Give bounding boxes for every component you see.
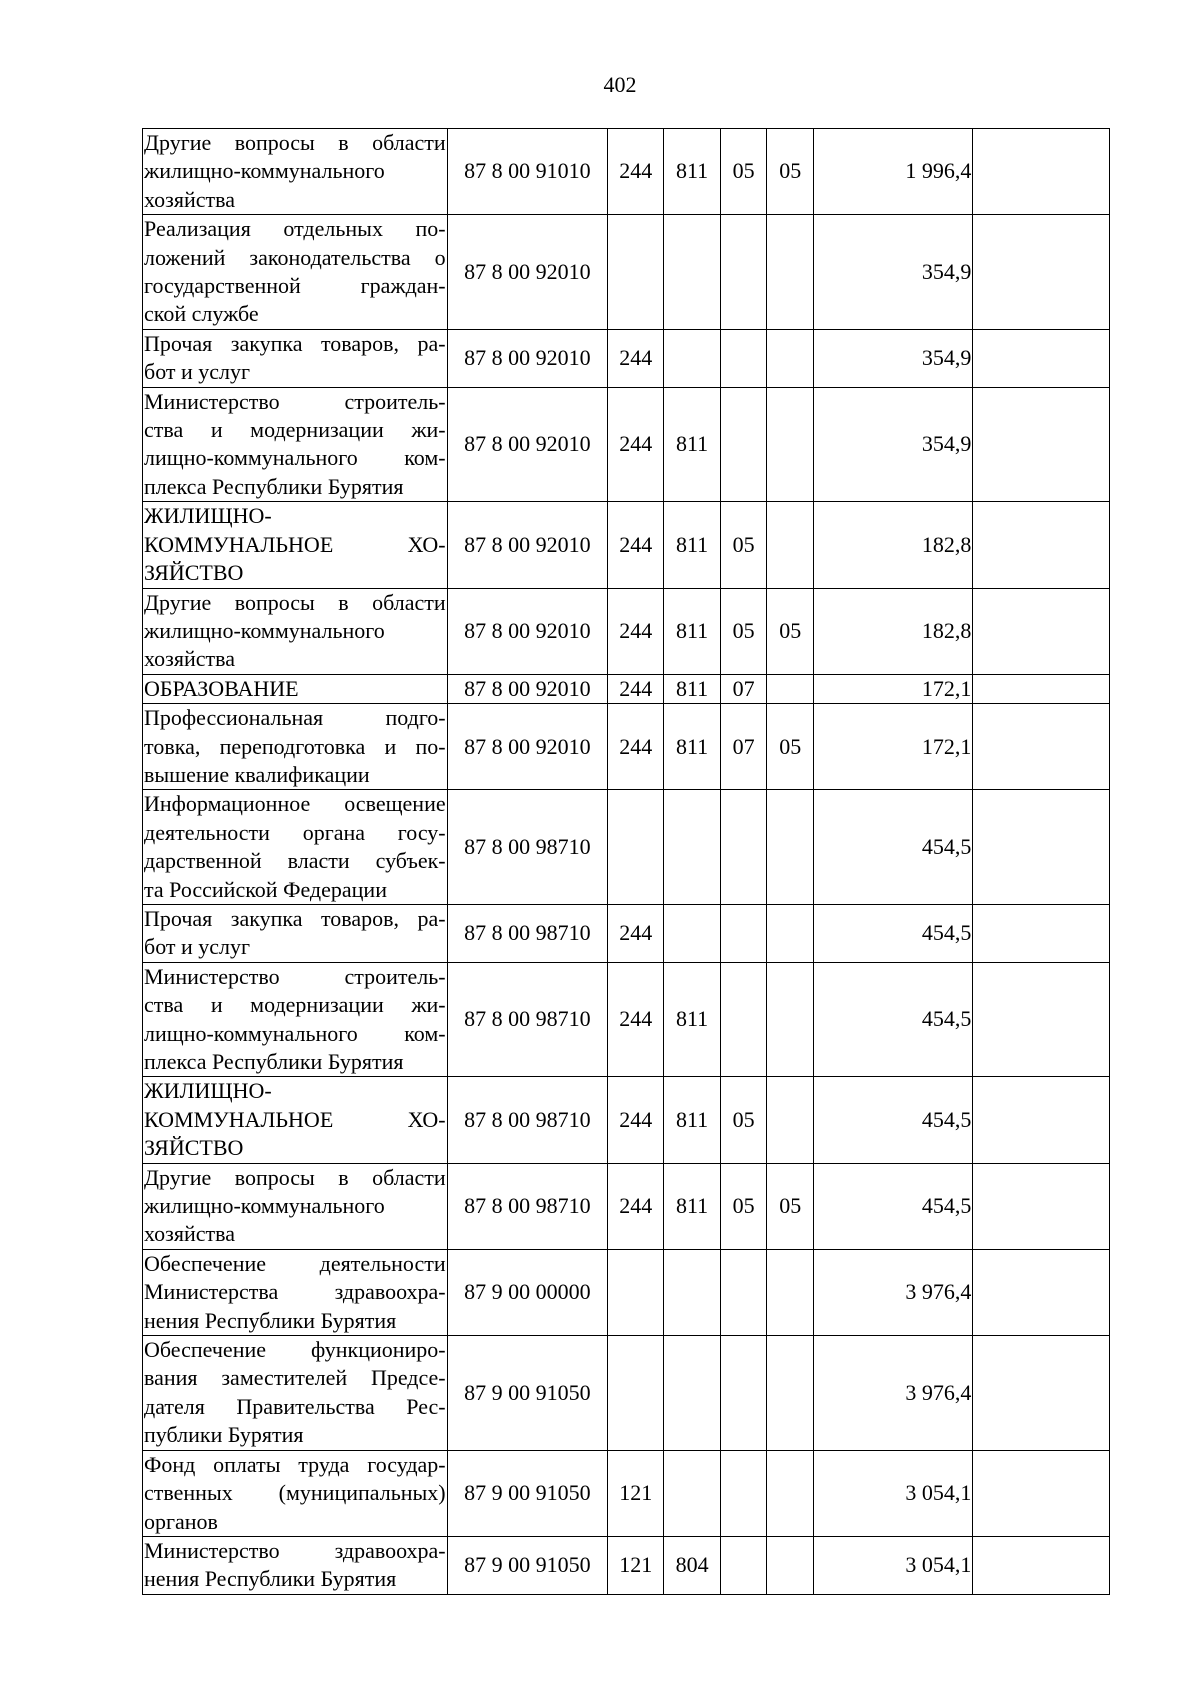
cell-subsection xyxy=(767,1450,814,1536)
cell-ministry-code: 811 xyxy=(664,588,720,674)
cell-program-code: 87 8 00 91010 xyxy=(447,129,607,215)
cell-program-code: 87 8 00 92010 xyxy=(447,387,607,502)
cell-ministry-code xyxy=(664,790,720,905)
cell-expense-type: 244 xyxy=(608,1163,664,1249)
cell-subsection: 05 xyxy=(767,588,814,674)
cell-name xyxy=(143,588,448,674)
cell-ministry-code: 811 xyxy=(664,387,720,502)
cell-name-line: хозяйства xyxy=(144,646,235,672)
cell-name-line: ложений законодательства о xyxy=(144,244,446,270)
cell-name-line: Министерство здравоохра- xyxy=(144,1537,446,1563)
cell-extra xyxy=(973,962,1110,1077)
cell-extra xyxy=(973,215,1110,330)
cell-subsection xyxy=(767,790,814,905)
cell-program-code: 87 8 00 92010 xyxy=(447,674,607,703)
cell-extra xyxy=(973,674,1110,703)
cell-amount: 454,5 xyxy=(814,1163,973,1249)
cell-subsection: 05 xyxy=(767,129,814,215)
cell-program-code: 87 9 00 91050 xyxy=(447,1450,607,1536)
cell-subsection xyxy=(767,962,814,1077)
cell-name-line: ЗЯЙСТВО xyxy=(144,1135,244,1161)
table-row xyxy=(143,674,1110,703)
cell-subsection xyxy=(767,1077,814,1163)
cell-expense-type: 244 xyxy=(608,588,664,674)
cell-program-code: 87 8 00 92010 xyxy=(447,215,607,330)
cell-name xyxy=(143,502,448,588)
cell-amount: 454,5 xyxy=(814,790,973,905)
cell-name-line: нения Республики Бурятия xyxy=(144,1566,397,1592)
cell-expense-type: 244 xyxy=(608,129,664,215)
cell-amount: 3 054,1 xyxy=(814,1536,973,1594)
cell-amount: 454,5 xyxy=(814,962,973,1077)
cell-program-code: 87 8 00 92010 xyxy=(447,704,607,790)
cell-section: 07 xyxy=(720,674,767,703)
cell-name-line: Реализация отдельных по- xyxy=(144,216,446,242)
cell-amount: 3 976,4 xyxy=(814,1249,973,1335)
cell-extra xyxy=(973,502,1110,588)
cell-extra xyxy=(973,1077,1110,1163)
table-row xyxy=(143,588,1110,674)
cell-name-line: плекса Республики Бурятия xyxy=(144,473,404,499)
cell-expense-type: 244 xyxy=(608,502,664,588)
cell-name-line: ства и модернизации жи- xyxy=(144,992,446,1018)
cell-name-line: Информационное освещение xyxy=(144,791,446,817)
cell-name-line: деятельности органа госу- xyxy=(144,819,446,845)
cell-name xyxy=(143,674,448,703)
cell-ministry-code: 811 xyxy=(664,674,720,703)
cell-section: 05 xyxy=(720,1077,767,1163)
cell-amount: 1 996,4 xyxy=(814,129,973,215)
table-row xyxy=(143,1336,1110,1451)
cell-name-line: ОБРАЗОВАНИЕ xyxy=(144,675,299,701)
cell-section xyxy=(720,1336,767,1451)
cell-subsection xyxy=(767,329,814,387)
cell-extra xyxy=(973,704,1110,790)
cell-section xyxy=(720,1536,767,1594)
cell-subsection: 05 xyxy=(767,704,814,790)
cell-name-line: Обеспечение функциониро- xyxy=(144,1337,446,1363)
cell-ministry-code xyxy=(664,1450,720,1536)
cell-subsection: 05 xyxy=(767,1163,814,1249)
cell-section: 07 xyxy=(720,704,767,790)
cell-ministry-code: 811 xyxy=(664,704,720,790)
cell-name-line: Другие вопросы в области xyxy=(144,1164,446,1190)
cell-amount: 182,8 xyxy=(814,588,973,674)
cell-expense-type xyxy=(608,215,664,330)
cell-extra xyxy=(973,387,1110,502)
cell-amount: 454,5 xyxy=(814,904,973,962)
cell-section xyxy=(720,962,767,1077)
cell-ministry-code: 811 xyxy=(664,1163,720,1249)
cell-program-code: 87 8 00 98710 xyxy=(447,790,607,905)
cell-section xyxy=(720,215,767,330)
cell-name-line: товка, переподготовка и по- xyxy=(144,733,446,759)
cell-name xyxy=(143,1249,448,1335)
cell-amount: 354,9 xyxy=(814,387,973,502)
cell-section xyxy=(720,1249,767,1335)
cell-program-code: 87 8 00 98710 xyxy=(447,962,607,1077)
cell-name-line: жилищно-коммунального xyxy=(144,1193,385,1219)
cell-section: 05 xyxy=(720,502,767,588)
cell-name-line: вышение квалификации xyxy=(144,761,370,787)
cell-amount: 3 054,1 xyxy=(814,1450,973,1536)
cell-name xyxy=(143,1336,448,1451)
cell-section xyxy=(720,329,767,387)
cell-ministry-code: 811 xyxy=(664,129,720,215)
cell-extra xyxy=(973,1336,1110,1451)
cell-subsection xyxy=(767,1536,814,1594)
cell-program-code: 87 8 00 98710 xyxy=(447,1163,607,1249)
cell-amount: 172,1 xyxy=(814,674,973,703)
table-row xyxy=(143,387,1110,502)
cell-name-line: бот и услуг xyxy=(144,934,251,960)
cell-amount: 172,1 xyxy=(814,704,973,790)
cell-expense-type: 244 xyxy=(608,387,664,502)
cell-expense-type: 244 xyxy=(608,704,664,790)
cell-name-line: Другие вопросы в области xyxy=(144,589,446,615)
cell-ministry-code xyxy=(664,1336,720,1451)
cell-section: 05 xyxy=(720,129,767,215)
cell-name xyxy=(143,1450,448,1536)
cell-name xyxy=(143,129,448,215)
cell-section xyxy=(720,904,767,962)
cell-expense-type: 244 xyxy=(608,1077,664,1163)
cell-name-line: жилищно-коммунального xyxy=(144,158,385,184)
table-row xyxy=(143,129,1110,215)
cell-name-line: КОММУНАЛЬНОЕ ХО- xyxy=(144,1106,446,1132)
cell-program-code: 87 8 00 92010 xyxy=(447,588,607,674)
cell-name-line: лищно-коммунального ком- xyxy=(144,445,446,471)
cell-name-line: жилищно-коммунального xyxy=(144,617,385,643)
cell-ministry-code: 804 xyxy=(664,1536,720,1594)
cell-name-line: хозяйства xyxy=(144,186,235,212)
cell-amount: 354,9 xyxy=(814,215,973,330)
cell-expense-type: 244 xyxy=(608,904,664,962)
cell-subsection xyxy=(767,674,814,703)
cell-subsection xyxy=(767,1336,814,1451)
table-row xyxy=(143,1163,1110,1249)
cell-ministry-code: 811 xyxy=(664,1077,720,1163)
cell-expense-type xyxy=(608,1249,664,1335)
cell-expense-type: 244 xyxy=(608,329,664,387)
cell-extra xyxy=(973,1450,1110,1536)
table-row xyxy=(143,790,1110,905)
cell-name-line: дарственной власти субъек- xyxy=(144,848,446,874)
cell-name-line: Прочая закупка товаров, ра- xyxy=(144,905,446,931)
table-row xyxy=(143,1450,1110,1536)
table-row xyxy=(143,962,1110,1077)
cell-extra xyxy=(973,1163,1110,1249)
cell-section xyxy=(720,1450,767,1536)
cell-amount: 182,8 xyxy=(814,502,973,588)
cell-expense-type: 121 xyxy=(608,1450,664,1536)
cell-amount: 354,9 xyxy=(814,329,973,387)
cell-amount: 3 976,4 xyxy=(814,1336,973,1451)
cell-section: 05 xyxy=(720,1163,767,1249)
cell-name-line: плекса Республики Бурятия xyxy=(144,1049,404,1074)
cell-extra xyxy=(973,1536,1110,1594)
cell-name xyxy=(143,387,448,502)
cell-ministry-code: 811 xyxy=(664,962,720,1077)
table-row xyxy=(143,502,1110,588)
cell-name-line: Другие вопросы в области xyxy=(144,130,446,155)
table-row xyxy=(143,1077,1110,1163)
cell-name-line: Фонд оплаты труда государ- xyxy=(144,1451,446,1477)
cell-name-line: вания заместителей Предсе- xyxy=(144,1365,446,1391)
cell-name-line: лищно-коммунального ком- xyxy=(144,1020,446,1046)
cell-name-line: Прочая закупка товаров, ра- xyxy=(144,330,446,356)
page-number: 402 xyxy=(603,72,637,97)
cell-ministry-code xyxy=(664,329,720,387)
cell-name-line: хозяйства xyxy=(144,1221,235,1247)
cell-name-line: ственных (муниципальных) xyxy=(144,1480,446,1506)
cell-section xyxy=(720,387,767,502)
cell-name xyxy=(143,704,448,790)
cell-name-line: Министерство строитель- xyxy=(144,963,446,989)
cell-ministry-code: 811 xyxy=(664,502,720,588)
cell-name-line: ской службе xyxy=(144,301,259,327)
cell-section xyxy=(720,790,767,905)
cell-name-line: ЖИЛИЩНО- xyxy=(144,1078,272,1104)
cell-program-code: 87 8 00 92010 xyxy=(447,502,607,588)
table-row xyxy=(143,1536,1110,1594)
cell-name-line: нения Республики Бурятия xyxy=(144,1307,397,1333)
table-row xyxy=(143,904,1110,962)
cell-expense-type: 244 xyxy=(608,674,664,703)
cell-expense-type: 244 xyxy=(608,962,664,1077)
cell-program-code: 87 9 00 00000 xyxy=(447,1249,607,1335)
cell-extra xyxy=(973,329,1110,387)
cell-name-line: ЗЯЙСТВО xyxy=(144,560,244,586)
cell-name-line: ства и модернизации жи- xyxy=(144,417,446,443)
cell-program-code: 87 8 00 92010 xyxy=(447,329,607,387)
cell-name xyxy=(143,329,448,387)
cell-name-line: Министерства здравоохра- xyxy=(144,1279,446,1305)
cell-section: 05 xyxy=(720,588,767,674)
cell-subsection xyxy=(767,387,814,502)
cell-subsection xyxy=(767,215,814,330)
cell-amount: 454,5 xyxy=(814,1077,973,1163)
table-body xyxy=(143,129,1110,1595)
table-row xyxy=(143,329,1110,387)
cell-name-line: бот и услуг xyxy=(144,359,251,385)
table-row xyxy=(143,704,1110,790)
cell-program-code: 87 9 00 91050 xyxy=(447,1336,607,1451)
cell-extra xyxy=(973,904,1110,962)
cell-name-line: Министерство строитель- xyxy=(144,388,446,414)
cell-ministry-code xyxy=(664,215,720,330)
cell-name xyxy=(143,1163,448,1249)
cell-extra xyxy=(973,129,1110,215)
cell-name xyxy=(143,1536,448,1594)
cell-name-line: органов xyxy=(144,1508,218,1534)
cell-name xyxy=(143,1077,448,1163)
cell-name-line: публики Бурятия xyxy=(144,1422,304,1448)
cell-name xyxy=(143,790,448,905)
cell-name-line: ЖИЛИЩНО- xyxy=(144,503,272,529)
cell-name-line: та Российской Федерации xyxy=(144,876,387,902)
cell-name xyxy=(143,962,448,1077)
cell-program-code: 87 9 00 91050 xyxy=(447,1536,607,1594)
cell-expense-type xyxy=(608,790,664,905)
cell-program-code: 87 8 00 98710 xyxy=(447,1077,607,1163)
table-row xyxy=(143,1249,1110,1335)
cell-name-line: Профессиональная подго- xyxy=(144,705,446,731)
cell-expense-type xyxy=(608,1336,664,1451)
cell-extra xyxy=(973,588,1110,674)
cell-ministry-code xyxy=(664,1249,720,1335)
cell-ministry-code xyxy=(664,904,720,962)
cell-name-line: государственной граждан- xyxy=(144,273,446,299)
cell-extra xyxy=(973,790,1110,905)
cell-extra xyxy=(973,1249,1110,1335)
cell-subsection xyxy=(767,1249,814,1335)
cell-name xyxy=(143,215,448,330)
table-row xyxy=(143,215,1110,330)
cell-subsection xyxy=(767,502,814,588)
cell-name-line: дателя Правительства Рес- xyxy=(144,1393,446,1419)
cell-subsection xyxy=(767,904,814,962)
cell-program-code: 87 8 00 98710 xyxy=(447,904,607,962)
budget-table xyxy=(142,128,1110,1595)
cell-name-line: Обеспечение деятельности xyxy=(144,1250,446,1276)
cell-name xyxy=(143,904,448,962)
cell-expense-type: 121 xyxy=(608,1536,664,1594)
cell-name-line: КОММУНАЛЬНОЕ ХО- xyxy=(144,531,446,557)
